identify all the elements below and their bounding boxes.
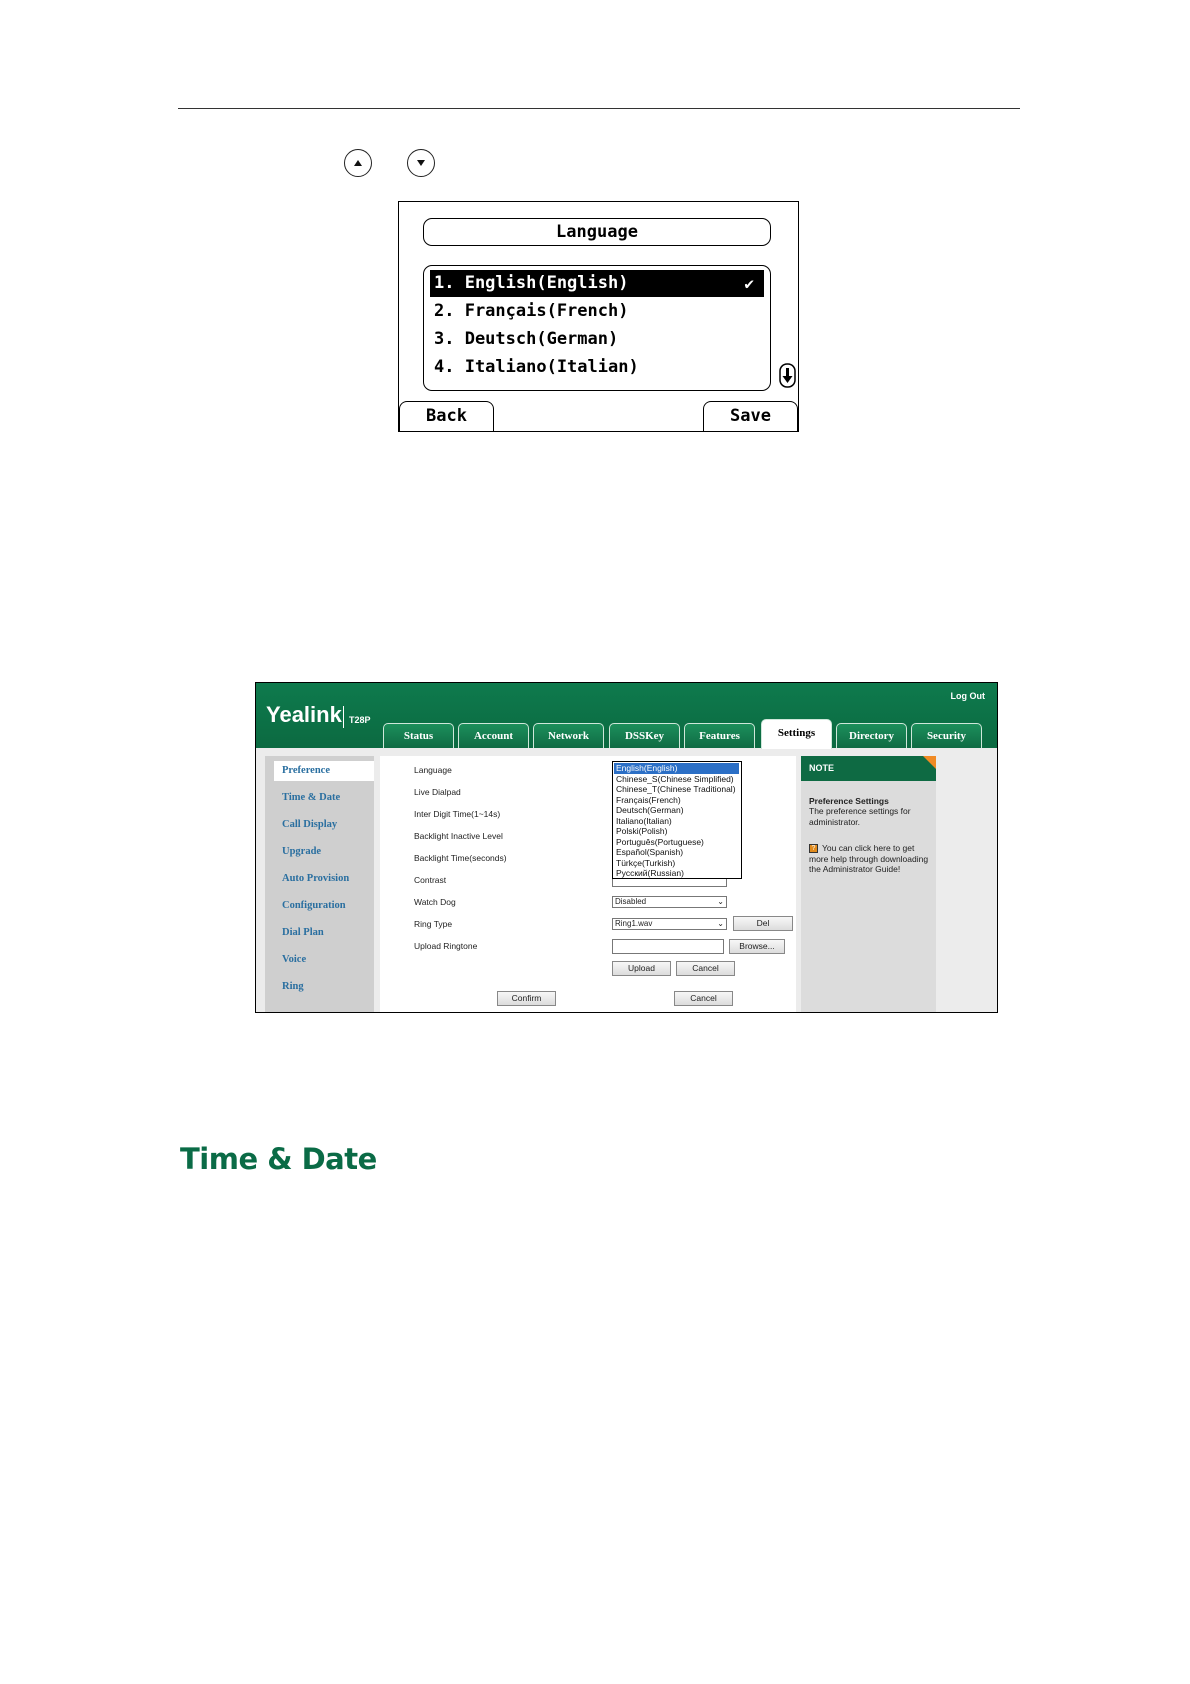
sidebar-item-ring[interactable]: Ring: [282, 981, 304, 992]
sidebar-item-call-display[interactable]: Call Display: [282, 819, 338, 830]
language-option[interactable]: Italiano(Italian): [616, 815, 672, 826]
save-softkey[interactable]: Save: [703, 401, 798, 432]
check-icon: ✔: [744, 274, 754, 293]
tab-account[interactable]: Account: [458, 723, 529, 748]
sidebar-item-time-date[interactable]: Time & Date: [282, 792, 341, 803]
sidebar-item-auto-provision[interactable]: Auto Provision: [282, 873, 350, 884]
language-option[interactable]: English(English): [614, 763, 739, 774]
tab-directory[interactable]: Directory: [836, 723, 907, 748]
language-dropdown-list[interactable]: [612, 761, 742, 879]
ring-type-value: Ring1.wav: [615, 919, 653, 928]
confirm-button[interactable]: Confirm: [497, 991, 556, 1006]
upload-button[interactable]: Upload: [612, 961, 671, 976]
language-item-label: 1. English(English): [434, 273, 629, 293]
up-key-icon: [344, 149, 372, 177]
field-label-language: Language: [414, 765, 452, 775]
watch-dog-select[interactable]: [612, 896, 727, 908]
language-option[interactable]: Español(Spanish): [616, 847, 684, 857]
field-label-inter-digit-time: Inter Digit Time(1~14s): [414, 809, 501, 819]
language-item-english[interactable]: [430, 270, 764, 297]
tab-dsskey[interactable]: DSSKey: [609, 723, 680, 748]
tab-security[interactable]: Security: [911, 723, 982, 748]
settings-sidebar: [265, 756, 374, 1013]
yealink-logo: Yealink: [266, 702, 342, 727]
language-item-italian[interactable]: 4. Italiano(Italian): [434, 357, 639, 377]
help-icon: ?: [809, 844, 818, 853]
logo-divider: [343, 706, 344, 728]
model-label: T28P: [349, 715, 371, 725]
field-label-backlight-time: Backlight Time(seconds): [414, 853, 507, 863]
watch-dog-value: Disabled: [615, 897, 647, 906]
down-key-icon: [407, 149, 435, 177]
note-help-text[interactable]: [809, 843, 934, 875]
language-option[interactable]: Deutsch(German): [616, 805, 684, 815]
sidebar-item-configuration[interactable]: Configuration: [282, 900, 346, 911]
upload-cancel-button[interactable]: Cancel: [676, 961, 735, 976]
field-label-backlight-inactive: Backlight Inactive Level: [414, 831, 503, 841]
field-label-live-dialpad: Live Dialpad: [414, 787, 461, 797]
note-heading: Preference Settings: [809, 796, 889, 806]
sidebar-item-preference[interactable]: Preference: [274, 761, 374, 781]
chevron-down-icon: ⌄: [717, 897, 724, 906]
note-description: The preference settings for administrator.: [809, 806, 911, 827]
browse-button[interactable]: Browse...: [729, 939, 785, 954]
field-label-upload-ringtone: Upload Ringtone: [414, 941, 478, 951]
web-header: [256, 683, 997, 748]
sidebar-item-voice[interactable]: Voice: [282, 954, 307, 965]
language-option[interactable]: Português(Portuguese): [616, 836, 704, 847]
ringtone-file-input[interactable]: [612, 939, 724, 954]
language-option[interactable]: Türkçe(Turkish): [616, 857, 676, 868]
tab-settings[interactable]: Settings: [761, 719, 832, 749]
header-rule: [178, 108, 1020, 109]
logout-link[interactable]: Log Out: [950, 691, 985, 701]
phone-language-screen: [398, 201, 799, 432]
note-corner-icon: [923, 756, 936, 769]
language-option[interactable]: Chinese_T(Chinese Traditional): [616, 784, 736, 794]
field-label-contrast: Contrast: [414, 875, 447, 885]
language-option[interactable]: Français(French): [616, 794, 681, 805]
field-label-ring-type: Ring Type: [414, 919, 453, 929]
language-item-german[interactable]: 3. Deutsch(German): [434, 329, 619, 349]
field-label-watch-dog: Watch Dog: [414, 897, 456, 907]
tab-features[interactable]: Features: [684, 723, 755, 748]
ring-type-select[interactable]: [612, 918, 727, 930]
note-title: NOTE: [801, 756, 936, 781]
note-panel: [801, 756, 936, 1013]
language-option[interactable]: Chinese_S(Chinese Simplified): [616, 773, 734, 784]
note-help-label: You can click here to get more help through downloading the Administrator Guide!: [809, 843, 929, 874]
phone-screen-title: Language: [423, 218, 771, 246]
language-option[interactable]: Русский(Russian): [616, 868, 684, 878]
back-softkey[interactable]: Back: [399, 401, 494, 432]
del-button[interactable]: Del: [733, 916, 793, 931]
cancel-button[interactable]: Cancel: [674, 991, 733, 1006]
language-item-french[interactable]: 2. Français(French): [434, 301, 629, 321]
language-option[interactable]: Polski(Polish): [616, 826, 668, 836]
sidebar-item-dial-plan[interactable]: Dial Plan: [282, 927, 324, 938]
section-heading: Time & Date: [180, 1142, 377, 1176]
phone-language-list: [423, 265, 771, 391]
scroll-down-icon: [779, 363, 796, 388]
sidebar-item-upgrade[interactable]: Upgrade: [282, 846, 322, 857]
tab-network[interactable]: Network: [533, 723, 604, 748]
chevron-down-icon: ⌄: [717, 919, 724, 928]
tab-status[interactable]: Status: [383, 723, 454, 748]
